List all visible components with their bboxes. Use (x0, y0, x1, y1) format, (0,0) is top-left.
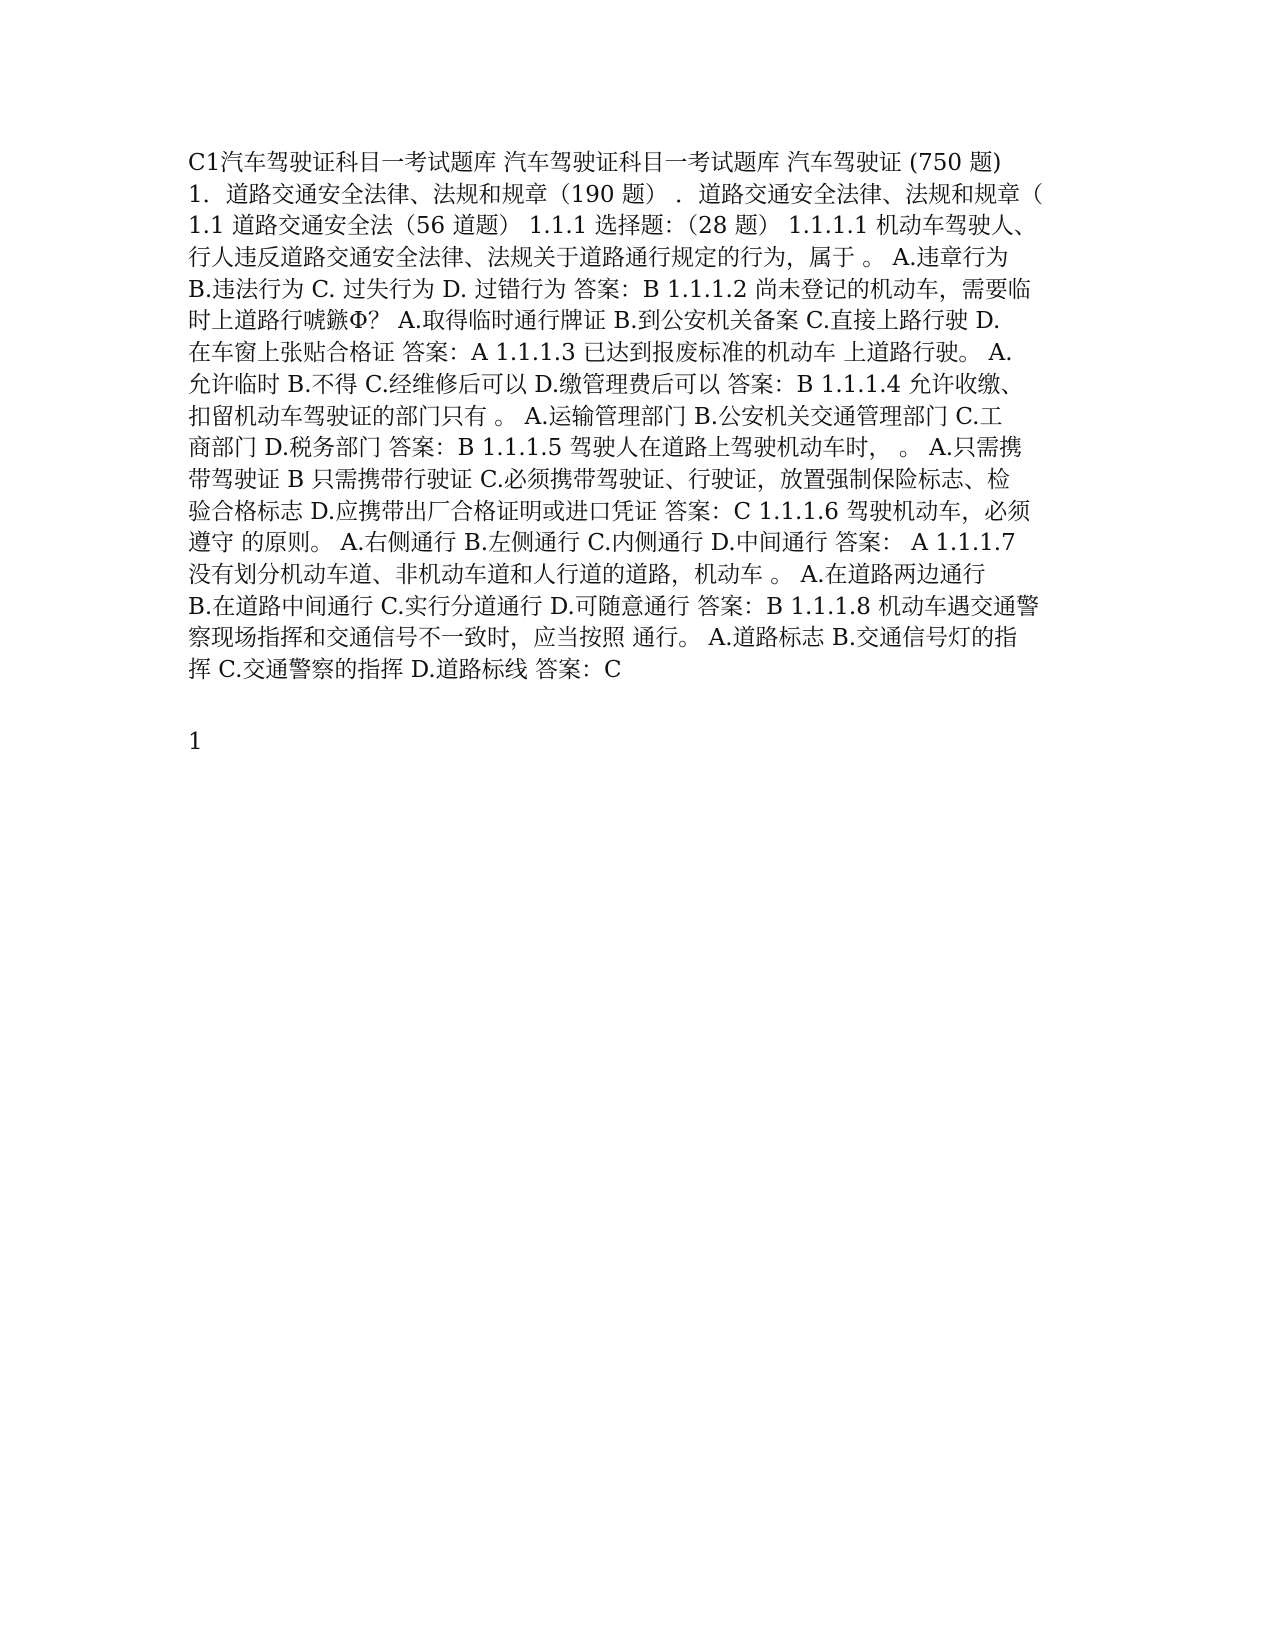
text-line: 挥 C.交通警察的指挥 D.道路标线 答案：C (188, 657, 622, 683)
text-line: 行人违反道路交通安全法律、法规关于道路通行规定的行为，属于 。 A.违章行为 (188, 245, 1009, 272)
text-line: 验合格标志 D.应携带出厂合格证明或进口凭证 答案：C 1.1.1.6 驾驶机动车，必须 (188, 498, 1031, 525)
text-line: 遵守 的原则。 A.右侧通行 B.左侧通行 C.内侧通行 D.中间通行 答案： A 1.1.1.7 (188, 530, 1016, 557)
text-line: 带驾驶证 B 只需携带行驶证 C.必须携带驾驶证、行驶证，放置强制保险标志、检 (188, 466, 1010, 493)
text-line: 察现场指挥和交通信号不一致时，应当按照 通行。 A.道路标志 B.交通信号灯的指 (188, 625, 1018, 652)
text-line: 在车窗上张贴合格证 答案：A 1.1.1.3 已达到报废标准的机动车 上道路行驶。 A. (188, 340, 1013, 367)
text-line: 1．道路交通安全法律、法规和规章（190 题） ．道路交通安全法律、法规和规章（ (188, 181, 1044, 208)
text-line: 允许临时 B.不得 C.经维修后可以 D.缴管理费后可以 答案：B 1.1.1.4 允许收缴、 (188, 371, 1024, 398)
page-number: 1 (188, 729, 203, 755)
text-line: 扣留机动车驾驶证的部门只有 。 A.运输管理部门 B.公安机关交通管理部门 C.工 (188, 403, 1003, 430)
text-line: 没有划分机动车道、非机动车道和人行道的道路，机动车 。 A.在道路两边通行 (188, 561, 986, 588)
text-line: 1.1 道路交通安全法（56 道题） 1.1.1 选择题：（28 题） 1.1.1.1 机动车驾驶人、 (188, 213, 1037, 240)
body-text (188, 148, 1098, 687)
text-line: B.违法行为 C. 过失行为 D. 过错行为 答案：B 1.1.1.2 尚未登记的机动车，需要临 (188, 276, 1031, 303)
text-line: 商部门 D.税务部门 答案：B 1.1.1.5 驾驶人在道路上驾驶机动车时， 。 A.只需携 (188, 435, 1023, 462)
text-line: B.在道路中间通行 C.实行分道通行 D.可随意通行 答案：B 1.1.1.8 机动车遇交通警 (188, 593, 1040, 620)
text-line: 时上道路行唬鏃Φ？ A.取得临时通行牌证 B.到公安机关备案 C.直接上路行驶 D. (188, 308, 1001, 335)
text-line: C1汽车驾驶证科目一考试题库 汽车驾驶证科目一考试题库 汽车驾驶证 (750 题) (188, 150, 1002, 176)
